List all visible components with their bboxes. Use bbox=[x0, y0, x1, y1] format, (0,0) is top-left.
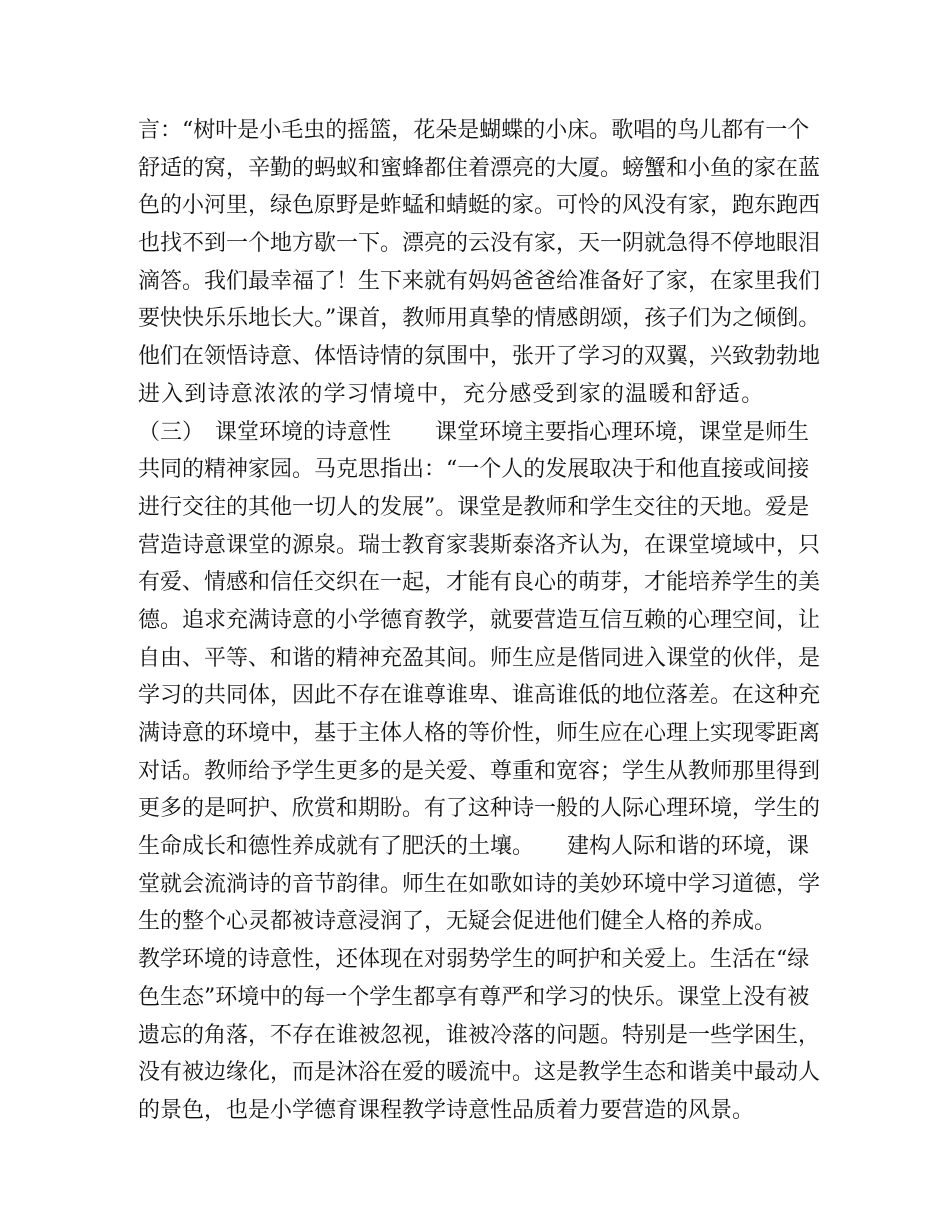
text-line: 遗忘的角落，不存在谁被忽视，谁被冷落的问题。特别是一些学困生， bbox=[138, 1022, 821, 1048]
text-line: 舒适的窝，辛勤的蚂蚁和蜜蜂都住着漂亮的大厦。螃蟹和小鱼的家在蓝 bbox=[138, 155, 821, 181]
text-line: 共同的精神家园。马克思指出：“一个人的发展取决于和他直接或间接 bbox=[138, 457, 810, 483]
text-line: 也找不到一个地方歇一下。漂亮的云没有家，天一阴就急得不停地眼泪 bbox=[138, 231, 821, 257]
text-line: 满诗意的环境中，基于主体人格的等价性，师生应在心理上实现零距离 bbox=[138, 721, 821, 746]
text-line: 他们在领悟诗意、体悟诗情的氛围中，张开了学习的双翼，兴致勃勃地 bbox=[138, 344, 821, 370]
text-line: 进入到诗意浓浓的学习情境中，充分感受到家的温暖和舒适。 bbox=[138, 381, 765, 407]
text-line: 有爱、情感和信任交织在一起，才能有良心的萌芽，才能培养学生的美 bbox=[138, 570, 821, 596]
text-line: 进行交往的其他一切人的发展”。课堂是教师和学生交往的天地。爱是 bbox=[138, 494, 810, 520]
text-line: 言：“树叶是小毛虫的摇篮，花朵是蝴蝶的小床。歌唱的鸟儿都有一个 bbox=[138, 118, 810, 143]
text-line: 没有被边缘化，而是沐浴在爱的暖流中。这是教学生态和谐美中最动人 bbox=[138, 1060, 821, 1086]
text-line: 德。追求充满诗意的小学德育教学，就要营造互信互赖的心理空间，让 bbox=[138, 607, 821, 633]
text-line: 学习的共同体，因此不存在谁尊谁卑、谁高谁低的地位落差。在这种充 bbox=[138, 683, 821, 709]
section-heading-line: （三） 课堂环境的诗意性 课堂环境主要指心理环境，课堂是师生 bbox=[138, 419, 810, 445]
text-line: 色的小河里，绿色原野是蚱蜢和蜻蜓的家。可怜的风没有家，跑东跑西 bbox=[138, 193, 821, 219]
text-line: 要快快乐乐地长大。”课首，教师用真挚的情感朗颂，孩子们为之倾倒。 bbox=[138, 306, 821, 332]
text-line: 堂就会流淌诗的音节韵律。师生在如歌如诗的美妙环境中学习道德，学 bbox=[138, 871, 821, 897]
text-line: 对话。教师给予学生更多的是关爱、尊重和宽容；学生从教师那里得到 bbox=[138, 758, 821, 784]
text-line: 自由、平等、和谐的精神充盈其间。师生应是偕同进入课堂的伙伴，是 bbox=[138, 645, 821, 671]
text-line: 生的整个心灵都被诗意浸润了，无疑会促进他们健全人格的养成。 bbox=[138, 909, 777, 935]
text-line: 生命成长和德性养成就有了肥沃的土壤。 建构人际和谐的环境，课 bbox=[138, 834, 810, 860]
text-line: 的景色，也是小学德育课程教学诗意性品质着力要营造的风景。 bbox=[138, 1097, 755, 1123]
body-text bbox=[138, 116, 828, 1134]
text-line: 营造诗意课堂的源泉。瑞士教育家裴斯泰洛齐认为，在课堂境域中，只 bbox=[138, 532, 821, 558]
text-line: 滴答。我们最幸福了！生下来就有妈妈爸爸给准备好了家，在家里我们 bbox=[138, 268, 821, 294]
text-line: 教学环境的诗意性，还体现在对弱势学生的呵护和关爱上。生活在“绿 bbox=[138, 947, 810, 973]
text-line: 色生态”环境中的每一个学生都享有尊严和学习的快乐。课堂上没有被 bbox=[138, 984, 810, 1010]
text-line: 更多的是呵护、欣赏和期盼。有了这种诗一般的人际心理环境，学生的 bbox=[138, 796, 821, 822]
